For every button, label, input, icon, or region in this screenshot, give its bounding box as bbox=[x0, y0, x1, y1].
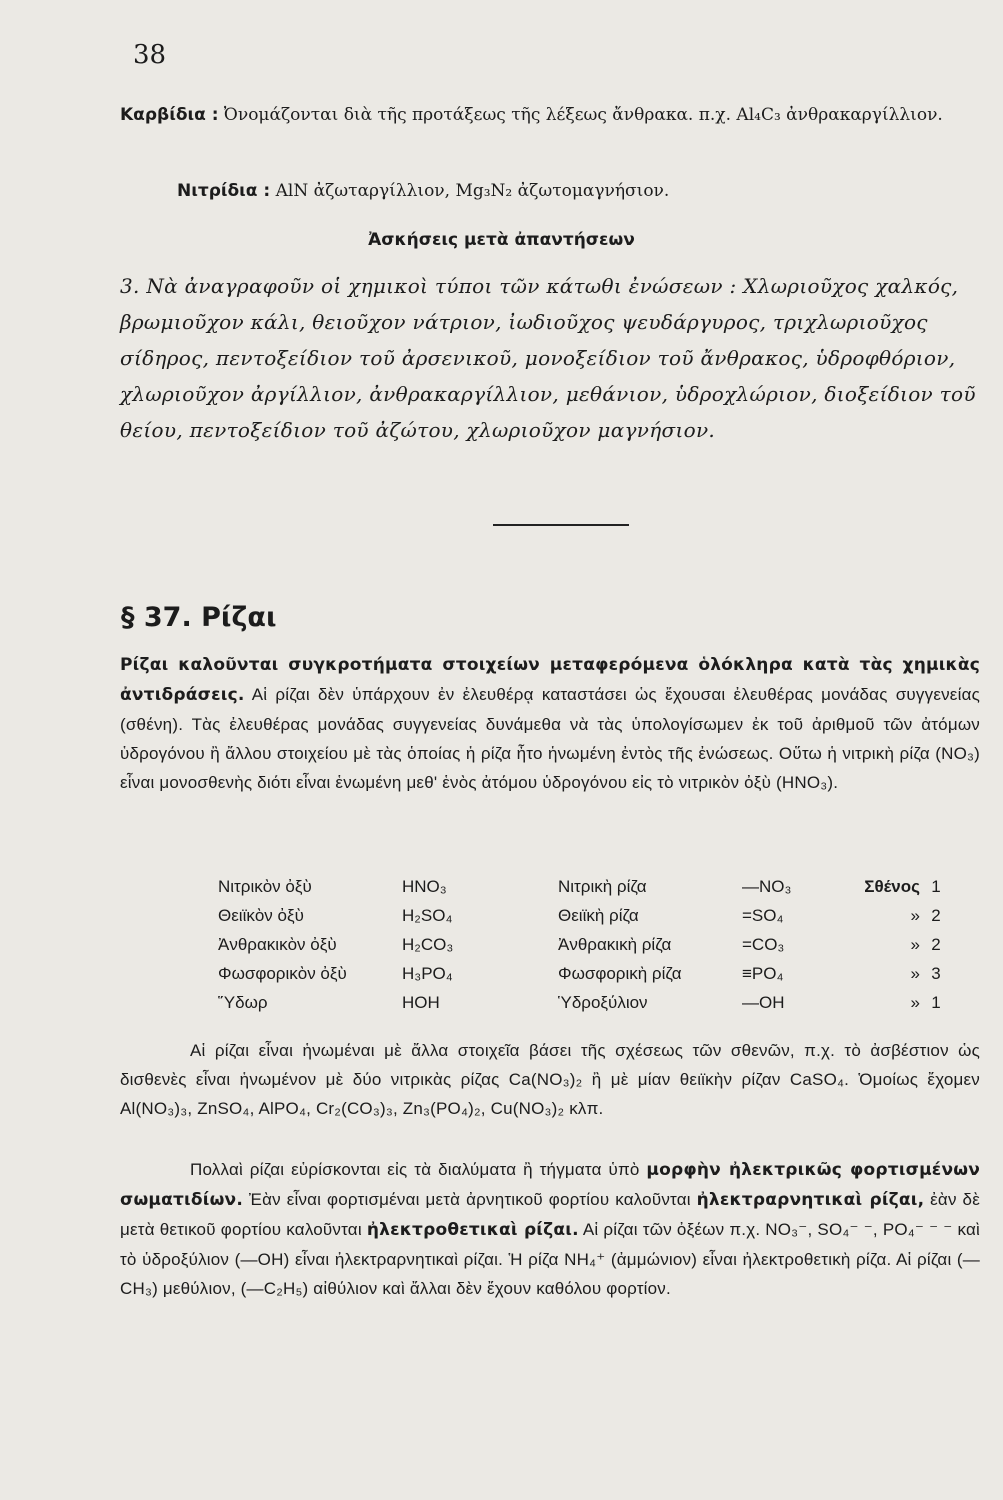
radical-name: Θειϊκὴ ρίζα bbox=[558, 905, 639, 925]
radicals-definition-bold: Ρίζαι καλοῦνται συγκροτήματα στοιχείων μεταφερόμενα ὁλόκληρα κατὰ τὰς χημικὰς ἀντιδράσεις. bbox=[120, 655, 980, 705]
acid-formula: HNO₃ bbox=[402, 876, 447, 896]
valence-value: 2 bbox=[931, 905, 941, 925]
radical-formula: —OH bbox=[742, 992, 785, 1012]
nitrides-text: AlN ἀζωταργίλλιον, Mg₃N₂ ἀζωτομαγνήσιον. bbox=[275, 181, 670, 201]
table-row bbox=[218, 872, 952, 901]
acid-name: Φωσφορικὸν ὀξὺ bbox=[218, 963, 347, 983]
valence-label: » bbox=[910, 905, 920, 925]
valence-value: 2 bbox=[931, 934, 941, 954]
charge-text-2: Ἐὰν εἶναι φορτισμέναι μετὰ ἀρνητικοῦ φορτίου καλοῦνται bbox=[243, 1190, 697, 1209]
radical-name: Ἀνθρακικὴ ρίζα bbox=[558, 934, 672, 954]
nitrides-paragraph bbox=[177, 176, 977, 206]
carbides-paragraph bbox=[120, 100, 980, 130]
exercises-heading: Ἀσκήσεις μετὰ ἀπαντήσεων bbox=[368, 230, 635, 250]
section-number: § 37. bbox=[121, 602, 192, 633]
radicals-definition bbox=[120, 650, 980, 797]
table-row bbox=[218, 959, 952, 988]
table-row bbox=[218, 930, 952, 959]
carbides-text: Ὀνομάζονται διὰ τῆς προτάξεως τῆς λέξεως ἄνθρακα. π.χ. Al₄C₃ ἀνθρακαργίλλιον. bbox=[223, 105, 943, 125]
nitrides-term: Νιτρίδια : bbox=[177, 181, 271, 201]
radical-name: Νιτρικὴ ρίζα bbox=[558, 876, 647, 896]
valence-label: » bbox=[910, 963, 920, 983]
valence-label: » bbox=[910, 992, 920, 1012]
table-row bbox=[218, 988, 952, 1017]
table-row bbox=[218, 901, 952, 930]
combination-paragraph: Αἱ ρίζαι εἶναι ἡνωμέναι μὲ ἄλλα στοιχεῖα βάσει τῆς σχέσεως τῶν σθενῶν, π.χ. τὸ ἀσβέστιον ὡς δισθενὲς εἶναι ἡνωμένον μὲ δύο νιτρικὰς ρίζας Ca(NO₃)₂ ἢ μὲ μίαν θειϊκὴν ρίζαν CaSO₄. Ὁμοίως ἔχομεν Al(NO₃)₃, ZnSO₄, AlPO₄, Cr₂(CO₃)₃, Zn₃(PO₄)₂, Cu(NO₃)₂ κλπ. bbox=[120, 1041, 980, 1118]
charge-text-3: ἐὰν δὲ μετὰ θετικοῦ φορτίου καλοῦνται bbox=[120, 1190, 980, 1239]
section-heading bbox=[121, 602, 276, 633]
charge-paragraph bbox=[120, 1155, 980, 1303]
charge-text-1: Πολλαὶ ρίζαι εὑρίσκονται εἰς τὰ διαλύματα ἢ τήγματα ὑπὸ bbox=[190, 1160, 647, 1179]
acid-formula: HOH bbox=[402, 992, 440, 1012]
radical-name: Φωσφορικὴ ρίζα bbox=[558, 963, 682, 983]
valence-label: » bbox=[910, 934, 920, 954]
charge-text-4: Αἱ ρίζαι τῶν ὀξέων π.χ. NO₃⁻, SO₄⁻ ⁻, PO₄⁻ ⁻ ⁻ καὶ τὸ ὑδροξύλιον (—OH) εἶναι ἠλεκτραρνητικαὶ ρίζαι. Ἡ ρίζα NH₄⁺ (ἀμμώνιον) εἶναι ἠλεκτροθετικὴ ρίζα. Αἱ ρίζαι (—CH₃) μεθύλιον, (—C₂H₅) αἰθύλιον καὶ ἄλλαι δὲν ἔχουν καθόλου φορτίον. bbox=[120, 1220, 980, 1298]
valence-value: 1 bbox=[931, 992, 941, 1012]
section-title: Ρίζαι bbox=[201, 602, 277, 633]
radical-name: Ὑδροξύλιον bbox=[558, 992, 648, 1012]
acid-formula: H₂CO₃ bbox=[402, 934, 454, 954]
acid-name: Νιτρικὸν ὀξὺ bbox=[218, 876, 312, 896]
exercise-3: 3. Νὰ ἀναγραφοῦν οἱ χημικοὶ τύποι τῶν κάτωθι ἐνώσεων : Χλωριοῦχος χαλκός, βρωμιοῦχον κάλι, θειοῦχον νάτριον, ἰωδιοῦχος ψευδάργυρος, τριχλωριοῦχος σίδηρος, πεντοξείδιον τοῦ ἀρσενικοῦ, μονοξείδιον τοῦ ἄνθρακος, ὑδροφθόριον, χλωριοῦχον ἀργίλλιον, ἀνθρακαργίλλιον, μεθάνιον, ὑδροχλώριον, διοξείδιον τοῦ θείου, πεντοξείδιον τοῦ ἀζώτου, χλωριοῦχον μαγνήσιον. bbox=[120, 274, 976, 442]
charge-bold-1: μορφὴν ἠλεκτρικῶς φορτισμένων σωματιδίων. bbox=[120, 1160, 980, 1210]
carbides-term: Καρβίδια : bbox=[120, 105, 219, 125]
divider bbox=[493, 524, 629, 526]
acid-name: Ἀνθρακικὸν ὀξὺ bbox=[218, 934, 337, 954]
radical-formula: =CO₃ bbox=[742, 934, 785, 954]
radical-formula: —NO₃ bbox=[742, 876, 792, 896]
charge-bold-2: ἠλεκτραρνητικαὶ ρίζαι, bbox=[696, 1190, 925, 1210]
acid-name: Ὕδωρ bbox=[218, 992, 268, 1012]
valence-label: Σθένος bbox=[864, 876, 920, 896]
valence-value: 3 bbox=[931, 963, 941, 983]
acid-name: Θειϊκὸν ὀξὺ bbox=[218, 905, 304, 925]
radicals-definition-text: Αἱ ρίζαι δὲν ὑπάρχουν ἐν ἐλευθέρᾳ καταστάσει ὡς ἔχουσαι ἐλευθέρας μονάδας συγγενείας (σθένη). Τὰς ἐλευθέρας μονάδας συγγενείας δυνάμεθα νὰ τὰς ὑπολογίσωμεν ἐκ τοῦ ἀριθμοῦ τῶν ἀτόμων ὑδρογόνου ἢ ἄλλου στοιχείου μὲ τὰς ὁποίας ἡ ρίζα ἦτο ἡνωμένη ἐντὸς τῆς ἐνώσεως. Οὕτω ἡ νιτρικὴ ρίζα (NO₃) εἶναι μονοσθενὴς διότι εἶναι ἑνωμένη μεθ' ἑνὸς ἀτόμου ὑδρογόνου εἰς τὸ νιτρικὸν ὀξὺ (HNO₃). bbox=[120, 685, 980, 792]
page-number: 38 bbox=[133, 40, 167, 70]
charge-bold-3: ἠλεκτροθετικαὶ ρίζαι. bbox=[366, 1220, 579, 1240]
acid-formula: H₂SO₄ bbox=[402, 905, 453, 925]
radicals-table bbox=[218, 872, 952, 1017]
acid-formula: H₃PO₄ bbox=[402, 963, 453, 983]
radical-formula: =SO₄ bbox=[742, 905, 784, 925]
valence-value: 1 bbox=[931, 876, 941, 896]
radical-formula: ≡PO₄ bbox=[742, 963, 784, 983]
